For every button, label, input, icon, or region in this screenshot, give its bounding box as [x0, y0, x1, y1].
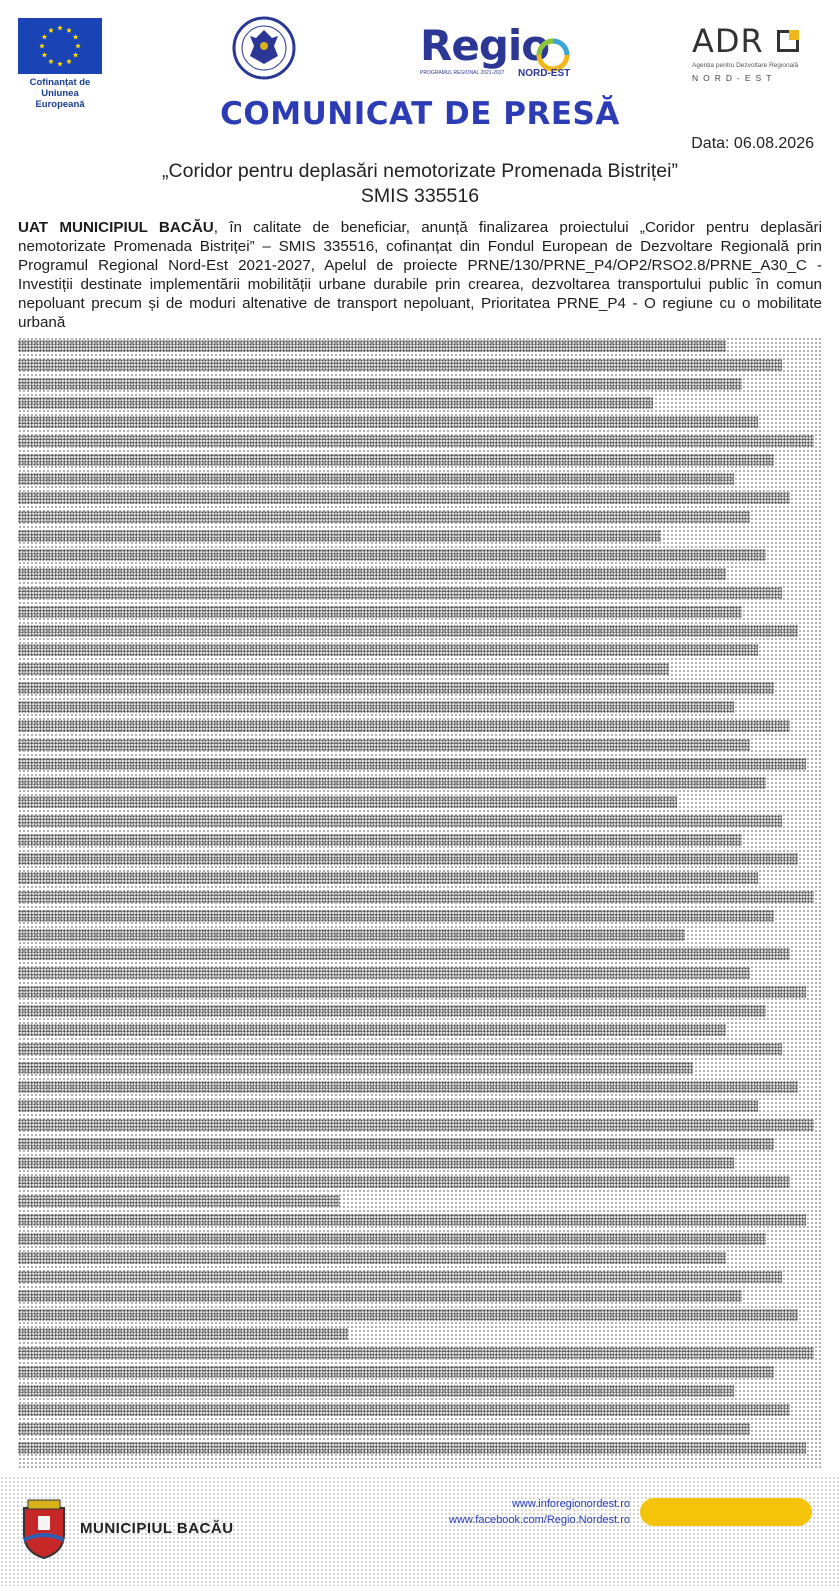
logo-row — [0, 14, 840, 110]
obscured-line — [18, 853, 798, 865]
eu-star — [73, 34, 79, 39]
obscured-line — [18, 530, 661, 542]
obscured-line — [18, 1404, 790, 1416]
obscured-line — [18, 967, 750, 979]
obscured-line — [18, 1423, 750, 1435]
adr-logo — [692, 24, 822, 83]
adr-agency: Agenția pentru Dezvoltare Regională — [692, 62, 799, 69]
obscured-line — [18, 1100, 758, 1112]
eu-star — [73, 52, 79, 57]
obscured-line — [18, 1024, 726, 1036]
obscured-line — [18, 948, 790, 960]
obscured-line — [18, 511, 750, 523]
obscured-line — [18, 644, 758, 656]
obscured-line — [18, 1062, 693, 1074]
obscured-line — [18, 1385, 734, 1397]
footer-banner — [640, 1498, 812, 1526]
eu-star — [42, 34, 48, 39]
project-title-line-1: „Coridor pentru deplasări nemotorizate Promenada Bistriței” — [162, 160, 678, 182]
obscured-line — [18, 1157, 734, 1169]
link-website[interactable]: www.inforegionordest.ro — [511, 1498, 630, 1510]
bacau-crest-icon — [18, 1498, 70, 1560]
municipality-name: MUNICIPIUL BACĂU — [80, 1520, 234, 1537]
obscured-line — [18, 682, 774, 694]
page-title: COMUNICAT DE PRESĂ — [220, 96, 620, 132]
obscured-line — [18, 378, 742, 390]
obscured-line — [18, 492, 790, 504]
eu-star — [66, 59, 72, 64]
obscured-line — [18, 549, 766, 561]
obscured-line — [18, 359, 782, 371]
obscured-line — [18, 777, 766, 789]
eu-star — [57, 61, 63, 66]
obscured-line — [18, 1442, 806, 1454]
obscured-content — [18, 337, 822, 1469]
obscured-line — [18, 606, 742, 618]
eu-star — [48, 27, 54, 32]
obscured-line — [18, 815, 782, 827]
press-date: Data: 06.08.2026 — [691, 135, 814, 152]
obscured-line — [18, 416, 758, 428]
project-title — [0, 159, 840, 209]
obscured-line — [18, 587, 782, 599]
obscured-line — [18, 796, 677, 808]
regio-wordmark: Regio — [420, 21, 550, 70]
obscured-line — [18, 834, 742, 846]
obscured-line — [18, 1252, 726, 1264]
adr-region: NORD-EST — [692, 73, 777, 83]
project-title-line-2: SMIS 335516 — [360, 185, 480, 207]
beneficiary-name: UAT MUNICIPIUL BACĂU — [18, 219, 214, 236]
obscured-line — [18, 1195, 340, 1207]
obscured-line — [18, 758, 806, 770]
obscured-line — [18, 910, 774, 922]
obscured-line — [18, 397, 653, 409]
intro-text: , în calitate de beneficiar, anunță finalizarea proiectului „Coridor pentru deplasări nemotorizate Promenada Bistriței” – SMIS 335516, cofinanțat din Fondul European de Dezvoltare Regională prin Programul Regional Nord-Est 2021-2027, Apelul de proiecte PRNE/130/PRNE_P4/OP2/RSO2.8/PRNE_A30_C - Investiții destinate implementării mobilității urbane durabile prin crearea, dezvoltarea transportului public în comun nepoluant precum și de moduri altenative de transport nepoluant, Prioritatea PRNE_P4 - O regiune cu o mobilitate urbană — [18, 219, 822, 331]
obscured-line — [18, 1290, 742, 1302]
obscured-line — [18, 454, 774, 466]
obscured-line — [18, 473, 734, 485]
obscured-line — [18, 1043, 782, 1055]
eu-star — [48, 59, 54, 64]
footer — [0, 1476, 840, 1586]
eu-star — [75, 43, 81, 48]
obscured-line — [18, 1271, 782, 1283]
footer-links — [420, 1496, 630, 1528]
eu-star — [39, 43, 45, 48]
obscured-line — [18, 1366, 774, 1378]
eu-flag-icon — [18, 18, 102, 74]
obscured-line — [18, 663, 669, 675]
obscured-line — [18, 1119, 814, 1131]
obscured-line — [18, 739, 750, 751]
obscured-line — [18, 1233, 766, 1245]
link-facebook[interactable]: www.facebook.com/Regio.Nordest.ro — [449, 1514, 630, 1526]
obscured-line — [18, 1176, 790, 1188]
adr-square-icon — [777, 30, 799, 52]
obscured-line — [18, 701, 734, 713]
obscured-line — [18, 929, 685, 941]
obscured-line — [18, 872, 758, 884]
obscured-line — [18, 568, 726, 580]
eu-star — [66, 27, 72, 32]
intro-paragraph — [18, 218, 822, 332]
obscured-line — [18, 1005, 766, 1017]
regio-region: NORD-EST — [518, 68, 571, 79]
obscured-line — [18, 1347, 814, 1359]
obscured-line — [18, 625, 798, 637]
obscured-line — [18, 1214, 806, 1226]
obscured-line — [18, 720, 790, 732]
obscured-line — [18, 340, 726, 352]
obscured-line — [18, 986, 806, 998]
regio-logo — [420, 21, 580, 90]
obscured-line — [18, 1081, 798, 1093]
eu-star — [42, 52, 48, 57]
regio-program: PROGRAMUL REGIONAL 2021-2027 — [420, 70, 505, 76]
eu-star — [57, 25, 63, 30]
adr-wordmark: ADR — [692, 22, 764, 60]
obscured-line — [18, 1328, 348, 1340]
obscured-line — [18, 1309, 798, 1321]
obscured-line — [18, 435, 814, 447]
obscured-line — [18, 1138, 774, 1150]
eu-caption: Cofinanțat de Uniunea Europeană — [29, 77, 91, 110]
government-crest-icon — [232, 16, 296, 80]
obscured-line — [18, 891, 814, 903]
